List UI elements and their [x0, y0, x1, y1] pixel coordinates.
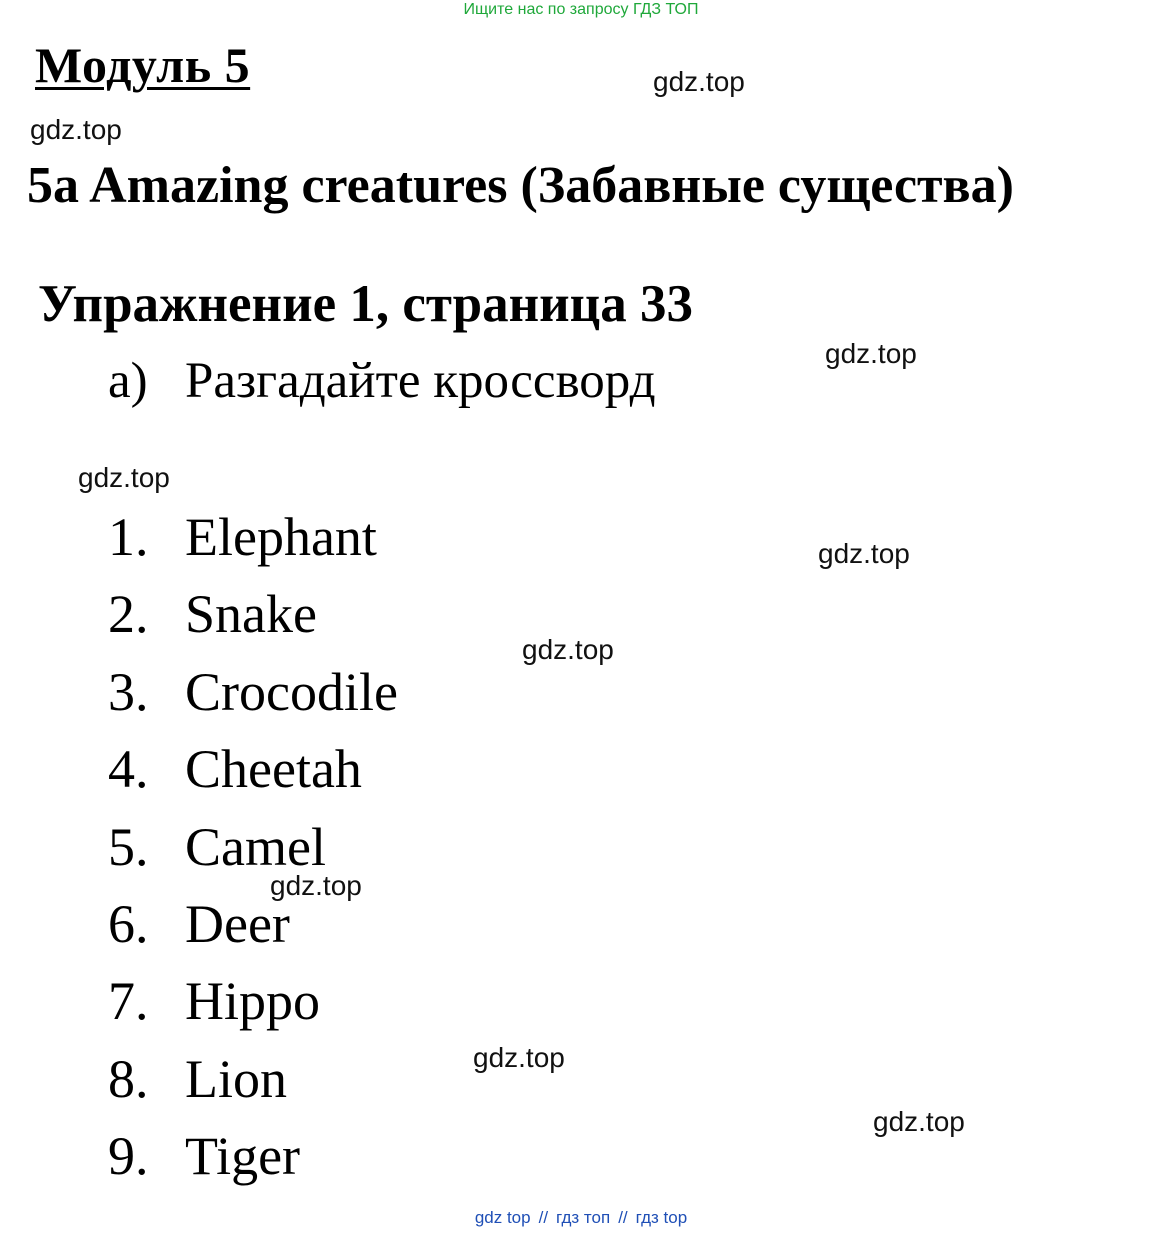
footer-separator: //: [538, 1208, 549, 1227]
watermark: gdz.top: [873, 1106, 965, 1137]
item-word: Crocodile: [185, 661, 398, 722]
watermark: gdz.top: [473, 1042, 565, 1073]
watermark: gdz.top: [818, 538, 910, 569]
answer-list: [108, 505, 398, 1202]
list-item: [108, 737, 398, 814]
item-word: Deer: [185, 893, 290, 954]
watermark: gdz.top: [653, 66, 745, 97]
watermark: gdz.top: [522, 634, 614, 665]
item-number: 7.: [108, 971, 149, 1032]
top-banner: Ищите нас по запросу ГДЗ ТОП: [463, 1, 699, 18]
list-item: [108, 969, 398, 1046]
watermark: gdz.top: [270, 870, 362, 901]
list-item: [108, 660, 398, 737]
item-number: 5.: [108, 816, 149, 877]
footer-link-gdz-top[interactable]: gdz top: [474, 1208, 531, 1227]
lesson-title: 5a Amazing creatures (Забавные существа): [27, 157, 1014, 214]
item-word: Tiger: [185, 1126, 301, 1187]
item-number: 6.: [108, 893, 149, 954]
item-number: 9.: [108, 1126, 149, 1187]
watermark: gdz.top: [30, 114, 122, 145]
list-item: [108, 582, 398, 659]
list-item: [108, 892, 398, 969]
task-instruction: [108, 352, 656, 410]
item-word: Elephant: [185, 507, 377, 567]
footer-link-gdz-top-mixed[interactable]: гдз top: [635, 1208, 688, 1227]
item-number: 2.: [108, 584, 149, 645]
item-word: Snake: [185, 584, 317, 645]
footer-link-gdz-top-ru[interactable]: гдз топ: [556, 1208, 611, 1227]
exercise-title: Упражнение 1, страница 33: [38, 275, 693, 333]
list-item: [108, 1124, 398, 1201]
item-word: Lion: [185, 1048, 287, 1109]
list-item: [108, 1047, 398, 1124]
item-number: 8.: [108, 1048, 149, 1109]
item-number: 1.: [108, 507, 149, 567]
footer-links: [0, 1208, 1162, 1228]
item-number: 3.: [108, 661, 149, 722]
list-item: [108, 505, 398, 582]
item-word: Camel: [185, 816, 326, 877]
footer-separator: //: [618, 1208, 628, 1227]
watermark: gdz.top: [825, 338, 917, 369]
watermark: gdz.top: [78, 462, 170, 493]
module-title: Модуль 5: [35, 37, 251, 93]
item-number: 4.: [108, 739, 149, 800]
task-text: Разгадайте кроссворд: [185, 353, 656, 409]
item-word: Hippo: [185, 971, 320, 1032]
item-word: Cheetah: [185, 739, 362, 800]
task-letter: a): [108, 353, 148, 409]
